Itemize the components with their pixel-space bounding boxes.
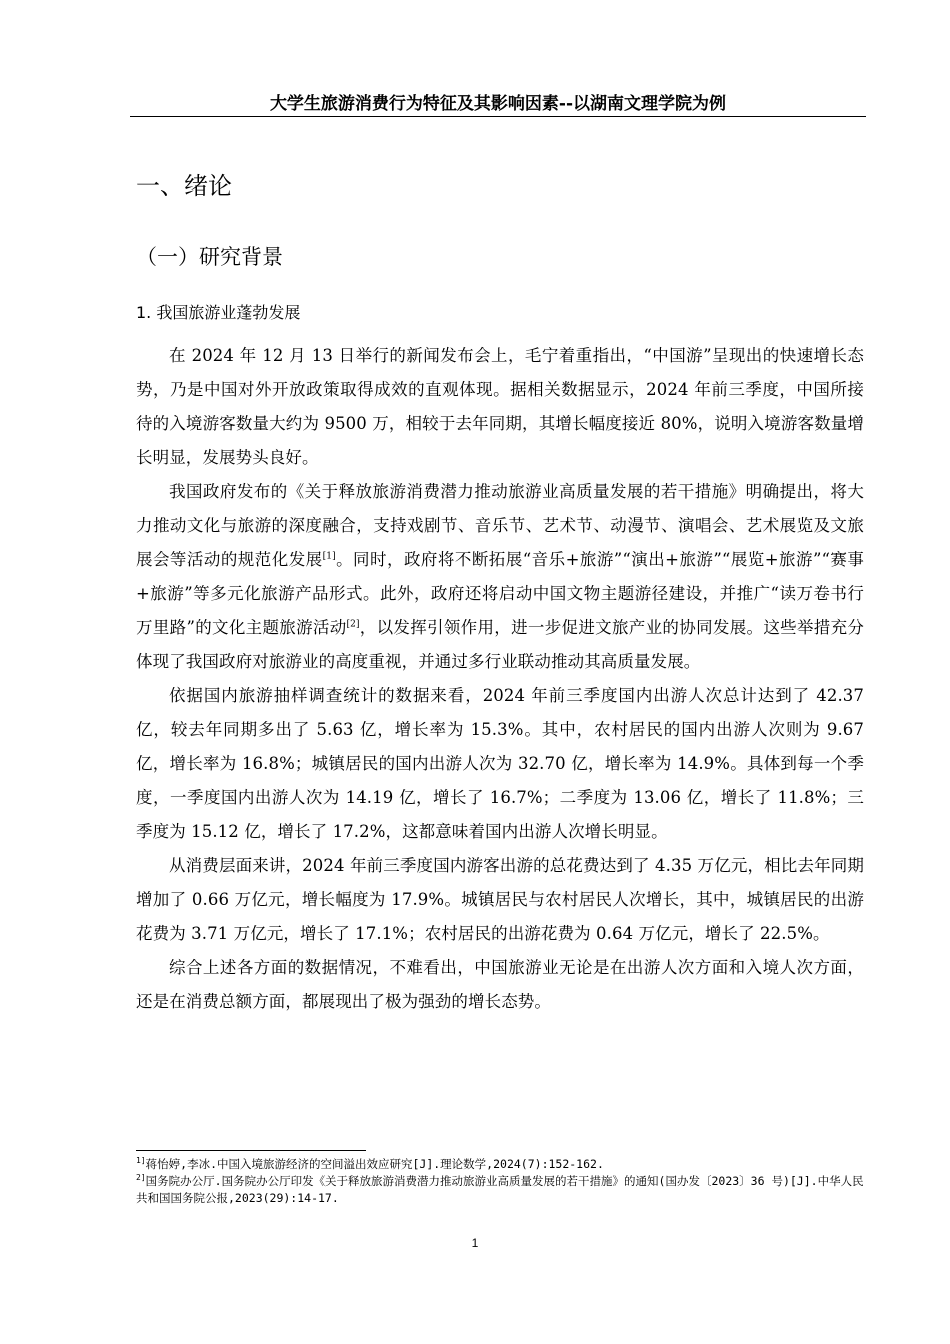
footnote-text: 国务院办公厅.国务院办公厅印发《关于释放旅游消费潜力推动旅游业高质量发展的若干措施》的通知(国办发〔2023〕36 号)[J].中华人民共和国国务院公报,2023(29):14-17. (136, 1174, 864, 1205)
paragraph: 综合上述各方面的数据情况，不难看出，中国旅游业无论是在出游人次方面和入境人次方面，还是在消费总额方面，都展现出了极为强劲的增长态势。 (136, 958, 864, 1011)
paragraph: 从消费层面来讲，2024 年前三季度国内游客出游的总花费达到了 4.35 万亿元，相比去年同期增加了 0.66 万亿元，增长幅度为 17.9%。城镇居民与农村居民人次增长，其中，城镇居民的出游花费为 3.71 万亿元，增长了 17.1%；农村居民的出游花费为 0.64 万亿元，增长了 22.5%。 (136, 856, 864, 943)
footnote-text: 蒋怡婷,李冰.中国入境旅游经济的空间溢出效应研究[J].理论数学,2024(7):152-162. (145, 1157, 604, 1171)
page-number: 1 (471, 1236, 479, 1250)
paragraph-text: 我国政府发布的《关于释放旅游消费潜力推动旅游业高质量发展的若干措施》明确提出，将大力推动文化与旅游的深度融合，支持戏剧节、音乐节、艺术节、动漫节、演唱会、艺术展览及文旅展会等活动的规范化发展 (136, 482, 864, 569)
subsection-heading: 1. 我国旅游业蓬勃发展 (136, 303, 301, 322)
footnote-rule (136, 1150, 366, 1151)
paragraph: 依据国内旅游抽样调查统计的数据来看，2024 年前三季度国内出游人次总计达到了 42.37 亿，较去年同期多出了 5.63 亿，增长率为 15.3%。其中，农村居民的国内出游人次则为 9.67 亿，增长率为 16.8%；城镇居民的国内出游人次为 32.70 亿，增长率为 14.9%。具体到每一个季度，一季度国内出游人次为 14.19 亿，增长了 16.7%；二季度为 13.06 亿，增长了 11.8%；三季度为 15.12 亿，增长了 17.2%，这都意味着国内出游人次增长明显。 (136, 686, 864, 841)
footnote-mark: 2] (136, 1173, 146, 1183)
paragraph: 在 2024 年 12 月 13 日举行的新闻发布会上，毛宁着重指出，“中国游”呈现出的快速增长态势，乃是中国对外开放政策取得成效的直观体现。据相关数据显示，2024 年前三季度，中国所接待的入境游客数量大约为 9500 万，相较于去年同期，其增长幅度接近 80%，说明入境游客数量增长明显，发展势头良好。 (136, 346, 864, 467)
footnotes (136, 1156, 866, 1207)
section-heading: （一）研究背景 (136, 245, 283, 269)
footnote (136, 1156, 866, 1173)
footnote (136, 1173, 866, 1207)
paragraph (136, 475, 864, 679)
paragraph-text: ，以发挥引领作用，进一步促进文旅产业的协同发展。这些举措充分体现了我国政府对旅游业的高度重视，并通过多行业联动推动其高质量发展。 (136, 618, 864, 671)
header-rule (130, 116, 866, 117)
footnote-mark: 1] (136, 1156, 146, 1166)
body-text (136, 339, 864, 1019)
running-header: 大学生旅游消费行为特征及其影响因素--以湖南文理学院为例 (269, 94, 727, 114)
paragraph-text: 。同时，政府将不断拓展“音乐+旅游”“演出+旅游”“展览+旅游”“赛事+旅游”等多元化旅游产品形式。此外，政府还将启动中国文物主题游径建设，并推广“读万卷书行万里路”的文化主题旅游活动 (136, 550, 864, 637)
citation-2[interactable]: [2] (346, 619, 360, 630)
chapter-heading: 一、绪论 (136, 172, 232, 200)
citation-1[interactable]: [1] (322, 551, 336, 562)
